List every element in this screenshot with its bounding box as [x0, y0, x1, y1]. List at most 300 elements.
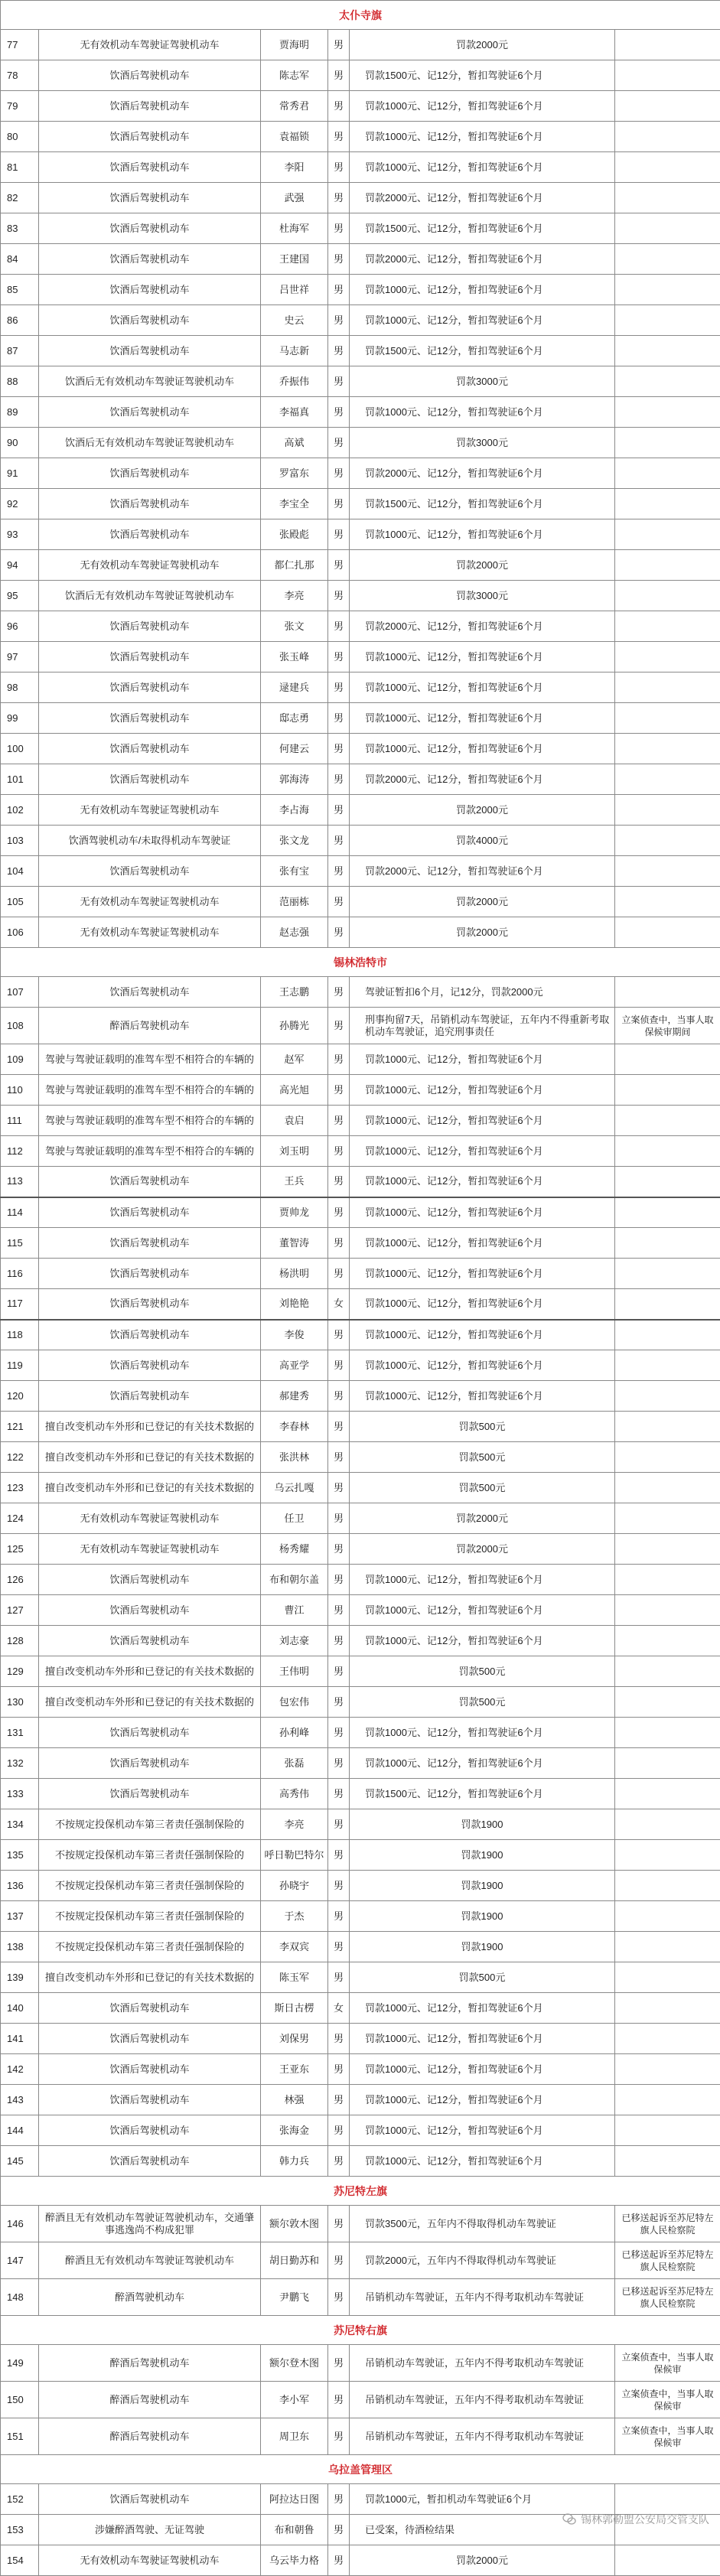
name-cell: 赵志强: [261, 917, 328, 948]
penalty-cell: 罚款1000元、记12分，暂扣驾驶证6个月: [350, 1320, 615, 1350]
row-number: 127: [1, 1595, 39, 1626]
table-row: [1, 2024, 720, 2054]
sex-cell: 男: [328, 611, 350, 642]
penalty-cell: 刑事拘留7天，吊销机动车驾驶证，五年内不得重新考取机动车驾驶证，追究刑事责任: [350, 1008, 615, 1044]
penalty-cell: 罚款1000元、记12分，暂扣驾驶证6个月: [350, 1136, 615, 1167]
table-row: [1, 1962, 720, 1993]
penalty-cell: 罚款1000元、记12分，暂扣驾驶证6个月: [350, 1748, 615, 1779]
note-cell: [615, 1840, 720, 1871]
name-cell: 布和朝尔盖: [261, 1565, 328, 1595]
note-cell: 立案侦查中，当事人取保候审: [615, 2345, 720, 2382]
sex-cell: 女: [328, 1993, 350, 2024]
table-row: [1, 1993, 720, 2024]
row-number: 99: [1, 703, 39, 734]
row-number: 142: [1, 2054, 39, 2085]
row-number: 118: [1, 1320, 39, 1350]
penalty-cell: 罚款1900: [350, 1871, 615, 1901]
note-cell: [615, 1901, 720, 1932]
table-row: [1, 1412, 720, 1442]
offense-cell: 不按规定投保机动车第三者责任强制保险的: [39, 1871, 261, 1901]
offense-cell: 饮酒后驾驶机动车: [39, 275, 261, 305]
sex-cell: 男: [328, 519, 350, 550]
penalty-cell: 罚款1000元、记12分，暂扣驾驶证6个月: [350, 672, 615, 703]
penalty-cell: 罚款2000元: [350, 2545, 615, 2576]
offense-cell: 驾驶与驾驶证载明的准驾车型不相符合的车辆的: [39, 1106, 261, 1136]
sex-cell: 男: [328, 244, 350, 275]
note-cell: [615, 2484, 720, 2515]
sex-cell: 男: [328, 642, 350, 672]
sex-cell: 男: [328, 2146, 350, 2177]
penalty-cell: 罚款1000元、记12分，暂扣驾驶证6个月: [350, 2024, 615, 2054]
name-cell: 斯日古楞: [261, 1993, 328, 2024]
sex-cell: 男: [328, 1442, 350, 1473]
sex-cell: 女: [328, 1289, 350, 1320]
row-number: 148: [1, 2279, 39, 2316]
offense-cell: 不按规定投保机动车第三者责任强制保险的: [39, 1932, 261, 1962]
table-row: [1, 1534, 720, 1565]
row-number: 95: [1, 581, 39, 611]
penalty-cell: 罚款1000元、记12分，暂扣驾驶证6个月: [350, 2115, 615, 2146]
name-cell: 王伟明: [261, 1656, 328, 1687]
table-row: [1, 826, 720, 856]
row-number: 85: [1, 275, 39, 305]
offense-cell: 醉酒驾驶机动车: [39, 2279, 261, 2316]
penalty-cell: 罚款1000元、记12分，暂扣驾驶证6个月: [350, 642, 615, 672]
note-cell: [615, 1044, 720, 1075]
note-cell: 已移送起诉至苏尼特左旗人民检察院: [615, 2279, 720, 2316]
table-row: [1, 1809, 720, 1840]
row-number: 135: [1, 1840, 39, 1871]
table-row: [1, 1503, 720, 1534]
table-row: [1, 1320, 720, 1350]
offense-cell: 饮酒后无有效机动车驾驶证驾驶机动车: [39, 366, 261, 397]
row-number: 77: [1, 30, 39, 60]
penalty-cell: 罚款2000元: [350, 1534, 615, 1565]
sex-cell: 男: [328, 1809, 350, 1840]
penalty-cell: 罚款500元: [350, 1473, 615, 1503]
penalty-cell: 罚款3000元: [350, 428, 615, 458]
name-cell: 任卫: [261, 1503, 328, 1534]
sex-cell: 男: [328, 458, 350, 489]
penalty-cell: 吊销机动车驾驶证，五年内不得考取机动车驾驶证: [350, 2345, 615, 2382]
name-cell: 陈玉军: [261, 1962, 328, 1993]
note-cell: [615, 489, 720, 519]
sex-cell: 男: [328, 1320, 350, 1350]
sex-cell: 男: [328, 1167, 350, 1197]
note-cell: [615, 1412, 720, 1442]
name-cell: 陈志军: [261, 60, 328, 91]
sex-cell: 男: [328, 795, 350, 826]
row-number: 84: [1, 244, 39, 275]
offense-cell: 饮酒后驾驶机动车: [39, 672, 261, 703]
name-cell: 高秀伟: [261, 1779, 328, 1809]
table-row: [1, 1748, 720, 1779]
row-number: 115: [1, 1228, 39, 1259]
sex-cell: 男: [328, 1932, 350, 1962]
table-row: [1, 1718, 720, 1748]
row-number: 121: [1, 1412, 39, 1442]
penalty-cell: 罚款2000元，五年内不得取得机动车驾驶证: [350, 2242, 615, 2279]
penalty-cell: 罚款1000元、记12分，暂扣驾驶证6个月: [350, 1565, 615, 1595]
sex-cell: 男: [328, 1962, 350, 1993]
sex-cell: 男: [328, 1106, 350, 1136]
offense-cell: 饮酒后驾驶机动车: [39, 1289, 261, 1320]
table-row: [1, 183, 720, 213]
offense-cell: 饮酒后驾驶机动车: [39, 1779, 261, 1809]
table-row: [1, 2345, 720, 2382]
row-number: 150: [1, 2382, 39, 2418]
note-cell: [615, 213, 720, 244]
sex-cell: 男: [328, 1381, 350, 1412]
note-cell: [615, 1626, 720, 1656]
offense-cell: 饮酒后驾驶机动车: [39, 2054, 261, 2085]
penalty-cell: 罚款1000元、记12分，暂扣驾驶证6个月: [350, 1626, 615, 1656]
table-row: [1, 1381, 720, 1412]
row-number: 113: [1, 1167, 39, 1197]
table-row: [1, 2085, 720, 2115]
penalty-cell: 罚款1000元、记12分，暂扣驾驶证6个月: [350, 305, 615, 336]
table-row: [1, 1350, 720, 1381]
note-cell: [615, 152, 720, 183]
offense-cell: 饮酒后驾驶机动车: [39, 183, 261, 213]
offense-cell: 饮酒后驾驶机动车: [39, 2085, 261, 2115]
row-number: 83: [1, 213, 39, 244]
row-number: 97: [1, 642, 39, 672]
table-row: [1, 1442, 720, 1473]
row-number: 151: [1, 2418, 39, 2455]
offense-cell: 擅自改变机动车外形和已登记的有关技术数据的: [39, 1687, 261, 1718]
sex-cell: 男: [328, 1595, 350, 1626]
sex-cell: 男: [328, 91, 350, 122]
row-number: 139: [1, 1962, 39, 1993]
penalty-cell: 罚款500元: [350, 1962, 615, 1993]
penalty-cell: 驾驶证暂扣6个月，记12分，罚款2000元: [350, 977, 615, 1008]
name-cell: 布和朝鲁: [261, 2515, 328, 2545]
table-row: [1, 734, 720, 764]
offense-cell: 饮酒后驾驶机动车: [39, 91, 261, 122]
name-cell: 逯建兵: [261, 672, 328, 703]
penalty-cell: 罚款1900: [350, 1809, 615, 1840]
section-header: [1, 2316, 720, 2345]
penalty-cell: 罚款4000元: [350, 826, 615, 856]
name-cell: 李亮: [261, 581, 328, 611]
offense-cell: 饮酒后驾驶机动车: [39, 1167, 261, 1197]
name-cell: 乔振伟: [261, 366, 328, 397]
offense-cell: 不按规定投保机动车第三者责任强制保险的: [39, 1809, 261, 1840]
section-title: 太仆寺旗: [1, 1, 720, 30]
name-cell: 马志新: [261, 336, 328, 366]
penalty-cell: 罚款2000元、记12分，暂扣驾驶证6个月: [350, 764, 615, 795]
name-cell: 周卫东: [261, 2418, 328, 2455]
offense-cell: 饮酒后驾驶机动车: [39, 1197, 261, 1228]
penalty-cell: 罚款2000元、记12分，暂扣驾驶证6个月: [350, 458, 615, 489]
name-cell: 王亚东: [261, 2054, 328, 2085]
note-cell: [615, 1350, 720, 1381]
name-cell: 孙晓宇: [261, 1871, 328, 1901]
table-row: [1, 2242, 720, 2279]
sex-cell: 男: [328, 887, 350, 917]
table-row: [1, 1595, 720, 1626]
name-cell: 郭海涛: [261, 764, 328, 795]
penalty-cell: 罚款1000元、记12分，暂扣驾驶证6个月: [350, 1381, 615, 1412]
offense-cell: 驾驶与驾驶证载明的准驾车型不相符合的车辆的: [39, 1075, 261, 1106]
penalty-cell: 罚款500元: [350, 1412, 615, 1442]
offense-cell: 饮酒后无有效机动车驾驶证驾驶机动车: [39, 428, 261, 458]
sex-cell: 男: [328, 826, 350, 856]
table-row: [1, 213, 720, 244]
note-cell: [615, 1779, 720, 1809]
note-cell: [615, 1442, 720, 1473]
penalty-cell: 罚款1000元、记12分，暂扣驾驶证6个月: [350, 1075, 615, 1106]
name-cell: 董智涛: [261, 1228, 328, 1259]
penalty-cell: 罚款2000元、记12分，暂扣驾驶证6个月: [350, 856, 615, 887]
note-cell: [615, 795, 720, 826]
violations-table-body: [1, 1, 720, 2576]
note-cell: [615, 428, 720, 458]
note-cell: [615, 305, 720, 336]
name-cell: 刘志豪: [261, 1626, 328, 1656]
name-cell: 李福真: [261, 397, 328, 428]
sex-cell: 男: [328, 2115, 350, 2146]
sex-cell: 男: [328, 2242, 350, 2279]
note-cell: [615, 519, 720, 550]
table-row: [1, 672, 720, 703]
note-cell: [615, 244, 720, 275]
table-row: [1, 366, 720, 397]
penalty-cell: 罚款1000元、记12分，暂扣驾驶证6个月: [350, 1044, 615, 1075]
section-title: 锡林浩特市: [1, 948, 720, 977]
sex-cell: 男: [328, 2382, 350, 2418]
name-cell: 张文: [261, 611, 328, 642]
row-number: 93: [1, 519, 39, 550]
note-cell: [615, 397, 720, 428]
note-cell: [615, 91, 720, 122]
row-number: 89: [1, 397, 39, 428]
row-number: 143: [1, 2085, 39, 2115]
offense-cell: 饮酒后无有效机动车驾驶证驾驶机动车: [39, 581, 261, 611]
row-number: 103: [1, 826, 39, 856]
offense-cell: 饮酒后驾驶机动车: [39, 1320, 261, 1350]
offense-cell: 不按规定投保机动车第三者责任强制保险的: [39, 1901, 261, 1932]
row-number: 82: [1, 183, 39, 213]
offense-cell: 无有效机动车驾驶证驾驶机动车: [39, 887, 261, 917]
offense-cell: 饮酒后驾驶机动车: [39, 213, 261, 244]
note-cell: [615, 1871, 720, 1901]
table-row: [1, 244, 720, 275]
offense-cell: 醉酒且无有效机动车驾驶证驾驶机动车: [39, 2242, 261, 2279]
note-cell: [615, 1381, 720, 1412]
row-number: 145: [1, 2146, 39, 2177]
name-cell: 罗富东: [261, 458, 328, 489]
offense-cell: 饮酒后驾驶机动车: [39, 977, 261, 1008]
row-number: 152: [1, 2484, 39, 2515]
sex-cell: 男: [328, 152, 350, 183]
note-cell: [615, 2545, 720, 2576]
row-number: 123: [1, 1473, 39, 1503]
sex-cell: 男: [328, 703, 350, 734]
row-number: 81: [1, 152, 39, 183]
name-cell: 高亚学: [261, 1350, 328, 1381]
section-title: 苏尼特右旗: [1, 2316, 720, 2345]
note-cell: 立案侦查中，当事人取保候审: [615, 2418, 720, 2455]
sex-cell: 男: [328, 213, 350, 244]
table-row: [1, 795, 720, 826]
name-cell: 张殿彪: [261, 519, 328, 550]
row-number: 129: [1, 1656, 39, 1687]
sex-cell: 男: [328, 1136, 350, 1167]
table-row: [1, 2484, 720, 2515]
section-header: [1, 1, 720, 30]
row-number: 144: [1, 2115, 39, 2146]
note-cell: [615, 1473, 720, 1503]
table-row: [1, 519, 720, 550]
penalty-cell: 罚款1000元、记12分，暂扣驾驶证6个月: [350, 703, 615, 734]
name-cell: 阿拉达日图: [261, 2484, 328, 2515]
row-number: 109: [1, 1044, 39, 1075]
note-cell: [615, 60, 720, 91]
note-cell: [615, 1687, 720, 1718]
name-cell: 张玉峰: [261, 642, 328, 672]
offense-cell: 饮酒后驾驶机动车: [39, 2024, 261, 2054]
note-cell: [615, 2115, 720, 2146]
name-cell: 李占海: [261, 795, 328, 826]
sex-cell: 男: [328, 1626, 350, 1656]
penalty-cell: 罚款1000元、记12分，暂扣驾驶证6个月: [350, 152, 615, 183]
note-cell: [615, 1075, 720, 1106]
offense-cell: 醉酒后驾驶机动车: [39, 2382, 261, 2418]
note-cell: [615, 1718, 720, 1748]
sex-cell: 男: [328, 1350, 350, 1381]
note-cell: 已移送起诉至苏尼特左旗人民检察院: [615, 2206, 720, 2242]
table-row: [1, 1167, 720, 1197]
offense-cell: 擅自改变机动车外形和已登记的有关技术数据的: [39, 1962, 261, 1993]
table-row: [1, 2146, 720, 2177]
name-cell: 乌云毕力格: [261, 2545, 328, 2576]
offense-cell: 饮酒后驾驶机动车: [39, 734, 261, 764]
sex-cell: 男: [328, 764, 350, 795]
note-cell: [615, 1503, 720, 1534]
sex-cell: 男: [328, 1473, 350, 1503]
sex-cell: 男: [328, 305, 350, 336]
name-cell: 杨洪明: [261, 1259, 328, 1289]
sex-cell: 男: [328, 1197, 350, 1228]
row-number: 147: [1, 2242, 39, 2279]
penalty-cell: 罚款1000元、记12分，暂扣驾驶证6个月: [350, 1718, 615, 1748]
note-cell: [615, 1320, 720, 1350]
row-number: 137: [1, 1901, 39, 1932]
note-cell: [615, 642, 720, 672]
offense-cell: 饮酒后驾驶机动车: [39, 305, 261, 336]
offense-cell: 饮酒后驾驶机动车: [39, 642, 261, 672]
offense-cell: 擅自改变机动车外形和已登记的有关技术数据的: [39, 1473, 261, 1503]
sex-cell: 男: [328, 60, 350, 91]
offense-cell: 驾驶与驾驶证载明的准驾车型不相符合的车辆的: [39, 1044, 261, 1075]
name-cell: 高光旭: [261, 1075, 328, 1106]
note-cell: [615, 1197, 720, 1228]
sex-cell: 男: [328, 977, 350, 1008]
name-cell: 吕世祥: [261, 275, 328, 305]
name-cell: 高斌: [261, 428, 328, 458]
offense-cell: 饮酒后驾驶机动车: [39, 60, 261, 91]
table-row: [1, 397, 720, 428]
table-row: [1, 611, 720, 642]
row-number: 94: [1, 550, 39, 581]
sex-cell: 男: [328, 1656, 350, 1687]
section-header: [1, 2455, 720, 2484]
table-row: [1, 1871, 720, 1901]
note-cell: 立案侦查中，当事人取保候审期间: [615, 1008, 720, 1044]
row-number: 108: [1, 1008, 39, 1044]
section-header: [1, 948, 720, 977]
penalty-cell: 罚款1000元、记12分，暂扣驾驶证6个月: [350, 1197, 615, 1228]
row-number: 138: [1, 1932, 39, 1962]
offense-cell: 饮酒后驾驶机动车: [39, 336, 261, 366]
table-row: [1, 1259, 720, 1289]
penalty-cell: 罚款2000元、记12分，暂扣驾驶证6个月: [350, 183, 615, 213]
name-cell: 范丽栋: [261, 887, 328, 917]
note-cell: [615, 1993, 720, 2024]
penalty-cell: 罚款3500元，五年内不得取得机动车驾驶证: [350, 2206, 615, 2242]
table-row: [1, 1626, 720, 1656]
table-row: [1, 977, 720, 1008]
penalty-cell: 罚款1000元、记12分，暂扣驾驶证6个月: [350, 1167, 615, 1197]
penalty-cell: 罚款1500元、记12分，暂扣驾驶证6个月: [350, 1779, 615, 1809]
penalty-cell: 罚款2000元: [350, 795, 615, 826]
note-cell: [615, 917, 720, 948]
note-cell: [615, 1962, 720, 1993]
offense-cell: 无有效机动车驾驶证驾驶机动车: [39, 30, 261, 60]
offense-cell: 饮酒后驾驶机动车: [39, 1595, 261, 1626]
name-cell: 袁启: [261, 1106, 328, 1136]
name-cell: 刘艳艳: [261, 1289, 328, 1320]
note-cell: [615, 1289, 720, 1320]
sex-cell: 男: [328, 1228, 350, 1259]
note-cell: [615, 2054, 720, 2085]
table-row: [1, 1075, 720, 1106]
sex-cell: 男: [328, 734, 350, 764]
sex-cell: 男: [328, 1503, 350, 1534]
row-number: 102: [1, 795, 39, 826]
row-number: 86: [1, 305, 39, 336]
penalty-cell: 罚款1900: [350, 1901, 615, 1932]
penalty-cell: 罚款1000元、记12分，暂扣驾驶证6个月: [350, 1259, 615, 1289]
penalty-cell: 罚款1000元、记12分，暂扣驾驶证6个月: [350, 1595, 615, 1626]
offense-cell: 饮酒后驾驶机动车: [39, 122, 261, 152]
penalty-cell: 罚款2000元: [350, 30, 615, 60]
section-header: [1, 2177, 720, 2206]
penalty-cell: 罚款2000元: [350, 917, 615, 948]
note-cell: [615, 550, 720, 581]
row-number: 120: [1, 1381, 39, 1412]
row-number: 100: [1, 734, 39, 764]
table-row: [1, 2206, 720, 2242]
note-cell: [615, 336, 720, 366]
penalty-cell: 罚款2000元: [350, 550, 615, 581]
note-cell: [615, 1106, 720, 1136]
penalty-cell: 罚款1000元、记12分，暂扣驾驶证6个月: [350, 397, 615, 428]
name-cell: 李俊: [261, 1320, 328, 1350]
offense-cell: 醉酒后驾驶机动车: [39, 1008, 261, 1044]
table-row: [1, 458, 720, 489]
table-row: [1, 917, 720, 948]
sex-cell: 男: [328, 2024, 350, 2054]
name-cell: 都仁扎那: [261, 550, 328, 581]
row-number: 122: [1, 1442, 39, 1473]
row-number: 96: [1, 611, 39, 642]
sex-cell: 男: [328, 122, 350, 152]
sex-cell: 男: [328, 2515, 350, 2545]
row-number: 153: [1, 2515, 39, 2545]
